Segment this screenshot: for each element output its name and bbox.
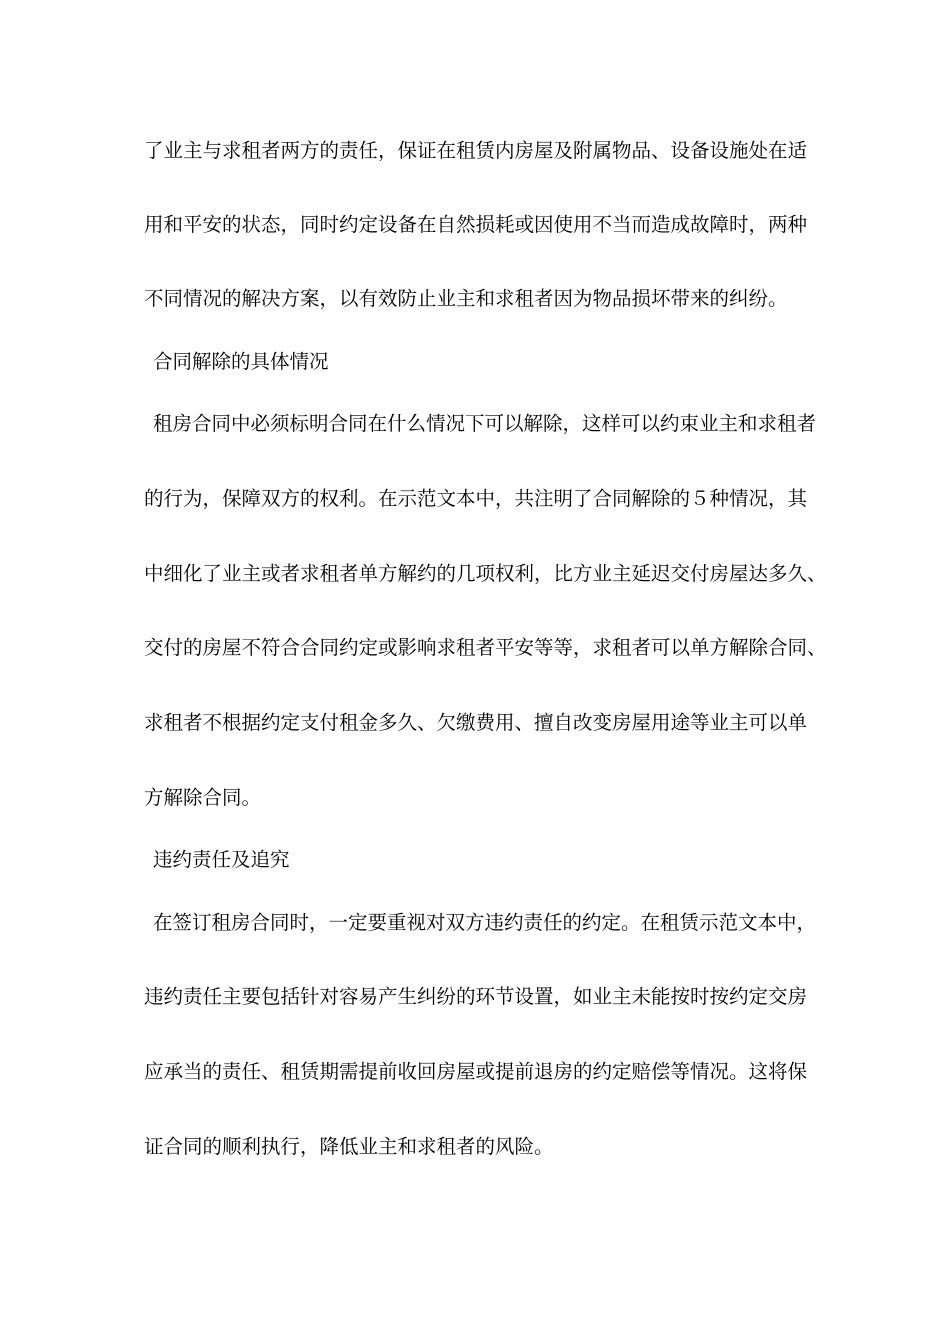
- paragraph-line: 应承当的责任、租赁期需提前收回房屋或提前退房的约定赔偿等情况。这将保: [144, 1060, 808, 1083]
- paragraph-line: 中细化了业主或者求租者单方解约的几项权利，比方业主延迟交付房屋达多久、: [144, 562, 827, 585]
- paragraph-line: 不同情况的解决方案，以有效防止业主和求租者因为物品损坏带来的纠纷。: [144, 287, 788, 310]
- paragraph-line: 求租者不根据约定支付租金多久、欠缴费用、擅自改变房屋用途等业主可以单: [144, 711, 808, 734]
- paragraph-line: 用和平安的状态，同时约定设备在自然损耗或因使用不当而造成故障时，两种: [144, 213, 808, 236]
- section-heading-contract-termination: 合同解除的具体情况: [153, 350, 329, 373]
- paragraph-line: 租房合同中必须标明合同在什么情况下可以解除，这样可以约束业主和求租者: [153, 412, 817, 435]
- paragraph-line: 证合同的顺利执行，降低业主和求租者的风险。: [144, 1135, 554, 1158]
- section-heading-breach-liability: 违约责任及追究: [153, 848, 290, 871]
- paragraph-line: 在签订租房合同时，一定要重视对双方违约责任的约定。在租赁示范文本中，: [153, 911, 817, 934]
- paragraph-line: 交付的房屋不符合合同约定或影响求租者平安等等，求租者可以单方解除合同、: [144, 636, 827, 659]
- paragraph-line: 了业主与求租者两方的责任，保证在租赁内房屋及附属物品、设备设施处在适: [144, 139, 808, 162]
- paragraph-line: 方解除合同。: [144, 786, 262, 809]
- paragraph-line: 违约责任主要包括针对容易产生纠纷的环节设置，如业主未能按时按约定交房: [144, 985, 808, 1008]
- paragraph-line: 的行为，保障双方的权利。在示范文本中，共注明了合同解除的５种情况，其: [144, 487, 808, 510]
